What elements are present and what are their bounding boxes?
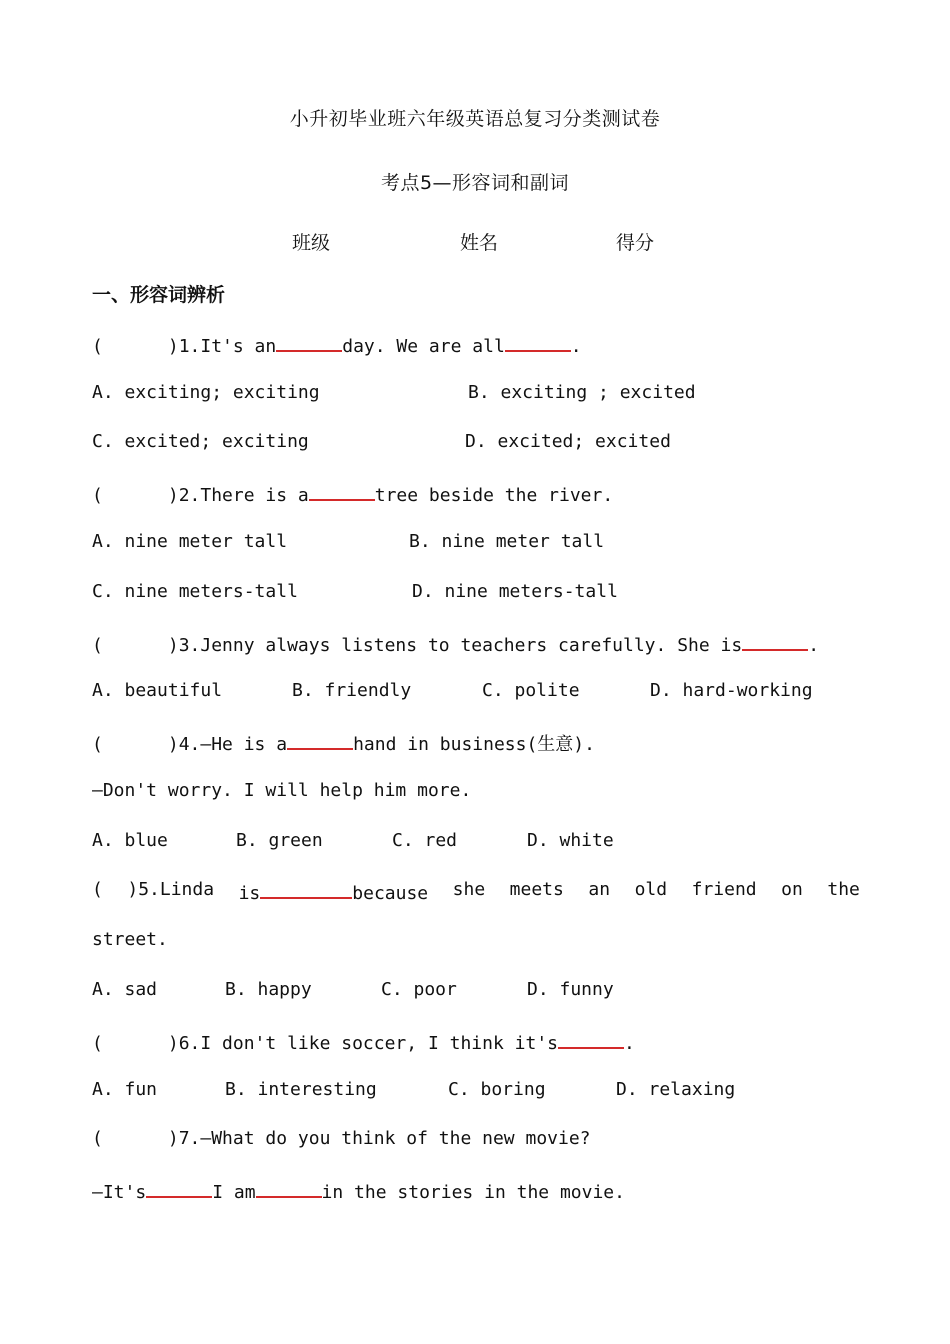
- option-d[interactable]: D. funny: [527, 979, 614, 1000]
- option-c[interactable]: C. polite: [482, 680, 580, 701]
- option-d[interactable]: D. excited; excited: [465, 431, 671, 452]
- option-c[interactable]: C. nine meters-tall: [92, 581, 298, 602]
- answer-blank[interactable]: [742, 629, 808, 651]
- name-label: 姓名: [460, 232, 499, 254]
- class-label: 班级: [292, 232, 331, 254]
- option-d[interactable]: D. hard-working: [650, 680, 813, 701]
- option-b[interactable]: B. friendly: [292, 680, 412, 701]
- answer-blank[interactable]: [260, 877, 352, 899]
- option-a[interactable]: A. sad: [92, 979, 158, 1000]
- option-d[interactable]: D. nine meters-tall: [412, 581, 618, 602]
- option-b[interactable]: B. nine meter tall: [409, 531, 605, 552]
- question-4: ( )4.—He is a hand in business(生意).: [92, 728, 595, 754]
- option-b[interactable]: B. green: [236, 830, 323, 851]
- answer-blank[interactable]: [505, 330, 571, 352]
- question-5: ( )5.Linda is because she meets an old friend on the: [92, 879, 860, 904]
- option-a[interactable]: A. beautiful: [92, 680, 223, 701]
- option-c[interactable]: C. poor: [381, 979, 457, 1000]
- option-b[interactable]: B. exciting ; excited: [468, 382, 696, 403]
- answer-blank[interactable]: [146, 1176, 212, 1198]
- option-d[interactable]: D. relaxing: [616, 1079, 736, 1100]
- option-c[interactable]: C. red: [392, 830, 458, 851]
- option-b[interactable]: B. happy: [225, 979, 312, 1000]
- option-a[interactable]: A. fun: [92, 1079, 158, 1100]
- question-7-reply: —It's I am in the stories in the movie.: [92, 1176, 625, 1202]
- question-3: ( )3.Jenny always listens to teachers carefully. She is .: [92, 629, 819, 655]
- score-label: 得分: [616, 232, 655, 254]
- option-a[interactable]: A. exciting; exciting: [92, 382, 320, 403]
- option-c[interactable]: C. excited; exciting: [92, 431, 309, 452]
- question-7: ( )7.—What do you think of the new movie?: [92, 1128, 591, 1149]
- option-a[interactable]: A. blue: [92, 830, 168, 851]
- option-c[interactable]: C. boring: [448, 1079, 546, 1100]
- answer-blank[interactable]: [276, 330, 342, 352]
- page-title: 小升初毕业班六年级英语总复习分类测试卷: [289, 108, 661, 130]
- option-a[interactable]: A. nine meter tall: [92, 531, 288, 552]
- question-6: ( )6.I don't like soccer, I think it's .: [92, 1027, 635, 1053]
- answer-blank[interactable]: [287, 728, 353, 750]
- section-title: 一、形容词辨析: [92, 284, 226, 306]
- question-5-continued: street.: [92, 929, 168, 950]
- question-1: ( )1.It's an day. We are all .: [92, 330, 582, 356]
- option-b[interactable]: B. interesting: [225, 1079, 377, 1100]
- answer-blank[interactable]: [256, 1176, 322, 1198]
- option-d[interactable]: D. white: [527, 830, 614, 851]
- answer-blank[interactable]: [558, 1027, 624, 1049]
- answer-blank[interactable]: [309, 479, 375, 501]
- question-4-reply: —Don't worry. I will help him more.: [92, 780, 472, 801]
- page-subtitle: 考点5—形容词和副词: [380, 172, 570, 194]
- question-2: ( )2.There is a tree beside the river.: [92, 479, 613, 505]
